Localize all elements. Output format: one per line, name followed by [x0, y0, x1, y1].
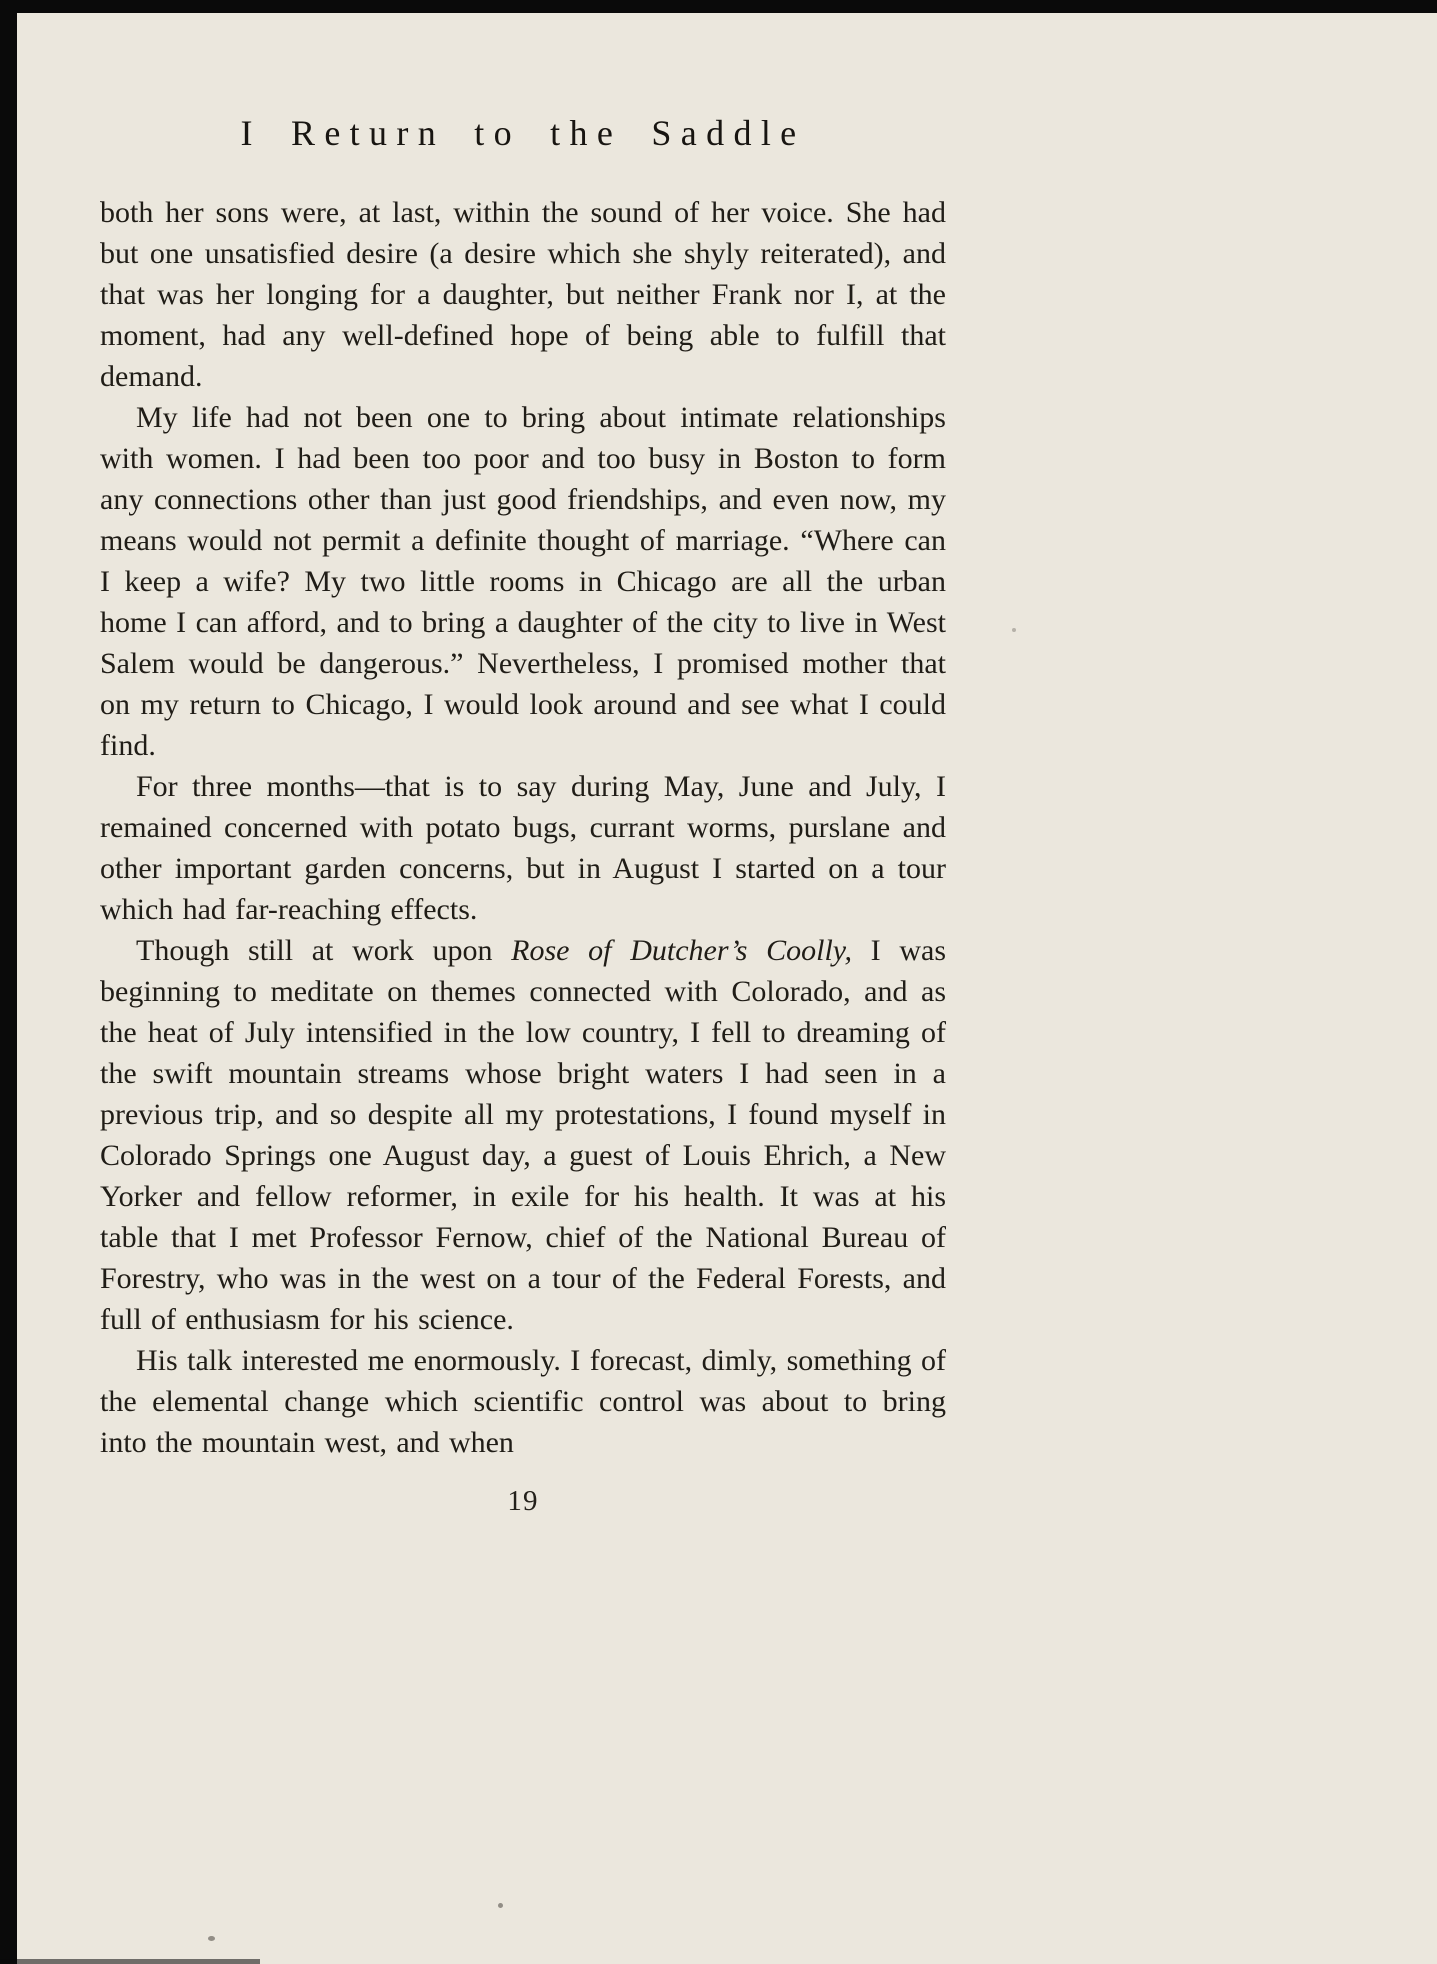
text-segment: For three months—that is to say during May, June and July, I remained concerned with potato bugs, currant worms, purslane and other important garden concerns, but in August I started on a tour which had far-reaching effects.: [100, 770, 946, 926]
body-text: [100, 192, 946, 1463]
page-content: [100, 112, 946, 1518]
page-number: 19: [507, 1485, 539, 1517]
italic-text-segment: Rose of Dutcher’s Coolly,: [511, 934, 852, 967]
scan-edge-bottom: [0, 1959, 260, 1964]
text-segment: My life had not been one to bring about intimate relationships with women. I had been too poor and too busy in Boston to form any connections other than just good friendships, and even now, my means would not permit a definite thought of marriage. “Where can I keep a wife? My two little rooms in Chicago are all the urban home I can afford, and to bring a daughter of the city to live in West Salem would be dangerous.” Nevertheless, I promised mother that on my return to Chicago, I would look around and see what I could find.: [100, 401, 946, 762]
text-segment: I was beginning to meditate on themes connected with Colorado, and as the heat of July intensified in the low country, I fell to dreaming of the swift mountain streams whose bright waters I had seen in a previous trip, and so despite all my protestations, I found myself in Colorado Springs one August day, a guest of Louis Ehrich, a New Yorker and fellow reformer, in exile for his health. It was at his table that I met Professor Fernow, chief of the National Bureau of Forestry, who was in the west on a tour of the Federal Forests, and full of enthusiasm for his science.: [100, 934, 946, 1336]
text-segment: Though still at work upon: [136, 934, 512, 967]
text-segment: both her sons were, at last, within the sound of her voice. She had but one unsatisfied desire (a desire which she shyly reiterated), and that was her longing for a daughter, but neither Frank nor I, at the moment, had any well-defined hope of being able to fulfill that demand.: [100, 196, 946, 393]
page-title: I Return to the Saddle: [240, 113, 806, 153]
scan-edge-top: [0, 0, 1437, 13]
paragraph: [100, 930, 946, 1340]
paragraph: [100, 766, 946, 930]
paragraph: [100, 1340, 946, 1463]
scan-speck: [208, 1936, 215, 1941]
scan-speck: [1012, 628, 1016, 632]
text-segment: His talk interested me enormously. I forecast, dimly, something of the elemental change which scientific control was about to bring into the mountain west, and when: [100, 1344, 946, 1459]
paragraph: [100, 192, 946, 397]
scan-edge-left: [0, 0, 17, 1964]
paragraph: [100, 397, 946, 766]
scan-speck: [498, 1903, 503, 1908]
